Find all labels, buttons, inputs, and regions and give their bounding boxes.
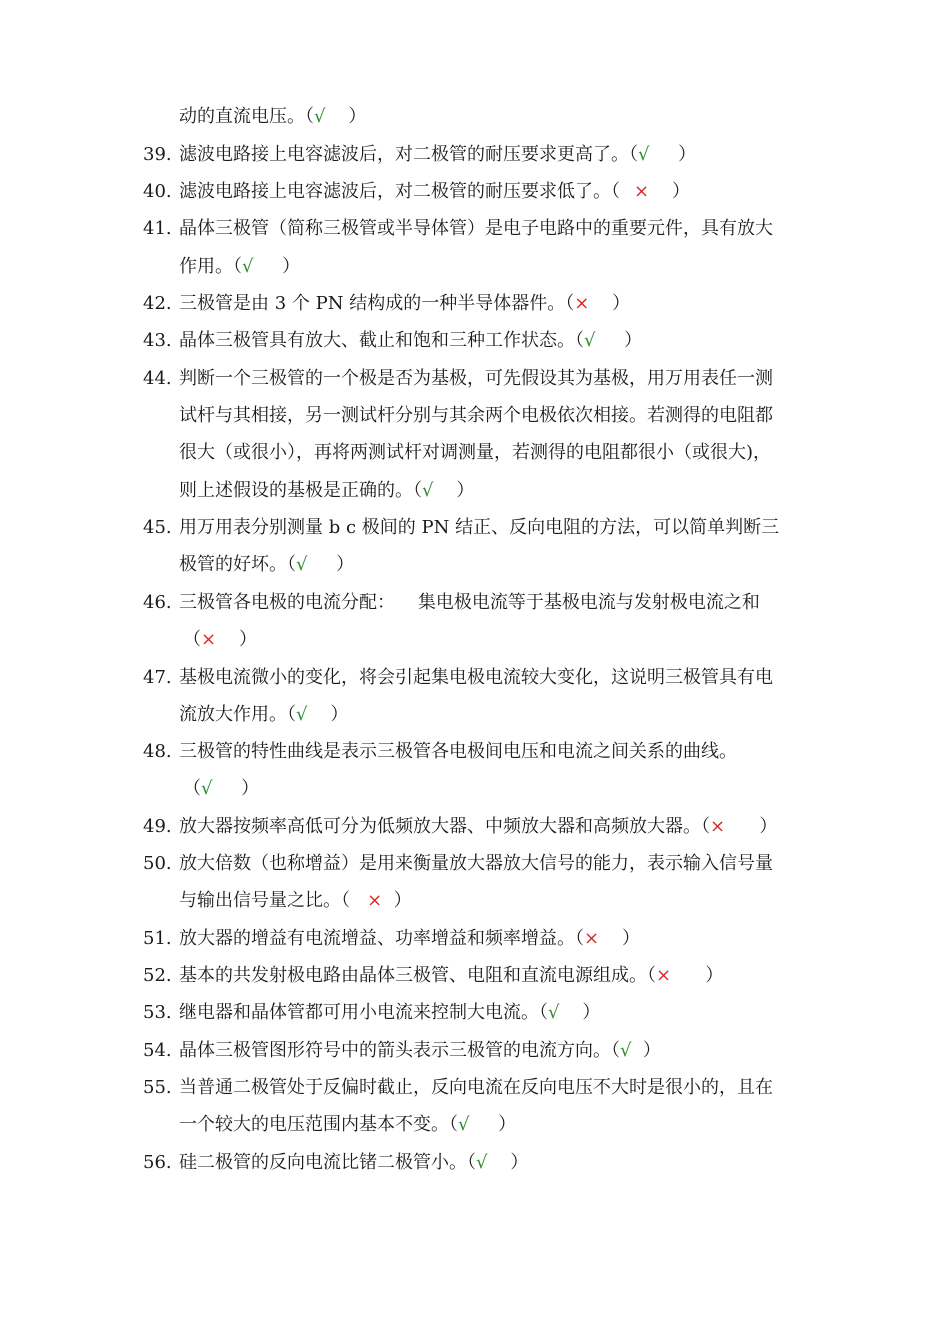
item-text: 放大器按频率高低可分为低频放大器、中频放大器和高频放大器。（× ） xyxy=(179,816,778,837)
item-text: 则上述假设的基极是正确的。（√ ） xyxy=(179,480,475,501)
wrong-mark: × xyxy=(710,816,726,837)
correct-mark: √ xyxy=(422,480,434,501)
item-text: 三极管是由 3 个 PN 结构成的一种半导体器件。（× ） xyxy=(179,293,631,314)
item-number: 47. xyxy=(143,667,172,688)
item-text: 继电器和晶体管都可用小电流来控制大电流。（√ ） xyxy=(179,1002,601,1023)
item-number: 55. xyxy=(143,1077,172,1098)
correct-mark: √ xyxy=(242,256,254,277)
correct-mark: √ xyxy=(476,1152,488,1173)
item-text: 三极管的特性曲线是表示三极管各电极间电压和电流之间关系的曲线。 xyxy=(179,741,737,762)
wrong-mark: × xyxy=(656,965,672,986)
correct-mark: √ xyxy=(458,1114,470,1135)
item-number: 56. xyxy=(143,1152,172,1173)
wrong-mark: × xyxy=(201,629,217,650)
item-text: 一个较大的电压范围内基本不变。（√ ） xyxy=(179,1114,517,1135)
item-text: 当普通二极管处于反偏时截止，反向电流在反向电压不大时是很小的，且在 xyxy=(179,1077,773,1098)
item-number: 54. xyxy=(143,1040,172,1061)
wrong-mark: × xyxy=(367,890,383,911)
correct-mark: √ xyxy=(314,106,326,127)
correct-mark: √ xyxy=(638,144,650,165)
item-number: 42. xyxy=(143,293,172,314)
correct-mark: √ xyxy=(296,554,308,575)
item-text: （× ） xyxy=(183,629,257,650)
correct-mark: √ xyxy=(548,1002,560,1023)
item-number: 43. xyxy=(143,330,172,351)
wrong-mark: × xyxy=(574,293,590,314)
correct-mark: √ xyxy=(296,704,308,725)
item-number: 52. xyxy=(143,965,172,986)
item-text: 动的直流电压。（√ ） xyxy=(179,106,367,127)
item-text: 晶体三极管（简称三极管或半导体管）是电子电路中的重要元件，具有放大 xyxy=(179,218,773,239)
wrong-mark: × xyxy=(584,928,600,949)
item-number: 41. xyxy=(143,218,172,239)
item-text: 硅二极管的反向电流比锗二极管小。（√ ） xyxy=(179,1152,529,1173)
wrong-mark: × xyxy=(634,181,650,202)
correct-mark: √ xyxy=(620,1040,632,1061)
item-text: 晶体三极管图形符号中的箭头表示三极管的电流方向。（√ ） xyxy=(179,1040,661,1061)
item-text: 基本的共发射极电路由晶体三极管、电阻和直流电源组成。（× ） xyxy=(179,965,724,986)
item-number: 50. xyxy=(143,853,172,874)
item-text: 基极电流微小的变化，将会引起集电极电流较大变化，这说明三极管具有电 xyxy=(179,667,773,688)
item-text: 晶体三极管具有放大、截止和饱和三种工作状态。（√ ） xyxy=(179,330,643,351)
item-number: 51. xyxy=(143,928,172,949)
item-text: （√ ） xyxy=(183,778,260,799)
item-number: 44. xyxy=(143,368,172,389)
item-text: 与输出信号量之比。（ × ） xyxy=(179,890,412,911)
item-text: 很大（或很小），再将两测试杆对调测量，若测得的电阻都很小（或很大)， xyxy=(179,442,772,463)
item-text: 用万用表分别测量 b c 极间的 PN 结正、反向电阻的方法，可以简单判断三 xyxy=(179,517,780,538)
item-text: 放大器的增益有电流增益、功率增益和频率增益。（× ） xyxy=(179,928,640,949)
correct-mark: √ xyxy=(201,778,213,799)
item-number: 53. xyxy=(143,1002,172,1023)
item-number: 46. xyxy=(143,592,172,613)
item-number: 39. xyxy=(143,144,172,165)
item-text: 放大倍数（也称增益）是用来衡量放大器放大信号的能力，表示输入信号量 xyxy=(179,853,773,874)
item-text: 滤波电路接上电容滤波后，对二极管的耐压要求更高了。（√ ） xyxy=(179,144,697,165)
item-number: 45. xyxy=(143,517,172,538)
item-number: 49. xyxy=(143,816,172,837)
item-text: 三极管各电极的电流分配： 集电极电流等于基极电流与发射极电流之和 xyxy=(179,592,760,613)
correct-mark: √ xyxy=(584,330,596,351)
item-text: 极管的好坏。（√ ） xyxy=(179,554,355,575)
item-text: 判断一个三极管的一个极是否为基极，可先假设其为基极，用万用表任一测 xyxy=(179,368,773,389)
item-text: 滤波电路接上电容滤波后，对二极管的耐压要求低了。（ × ） xyxy=(179,181,690,202)
item-text: 作用。（√ ） xyxy=(179,256,301,277)
item-number: 48. xyxy=(143,741,172,762)
item-number: 40. xyxy=(143,181,172,202)
item-text: 试杆与其相接，另一测试杆分别与其余两个电极依次相接。若测得的电阻都 xyxy=(179,405,773,426)
item-text: 流放大作用。（√ ） xyxy=(179,704,349,725)
